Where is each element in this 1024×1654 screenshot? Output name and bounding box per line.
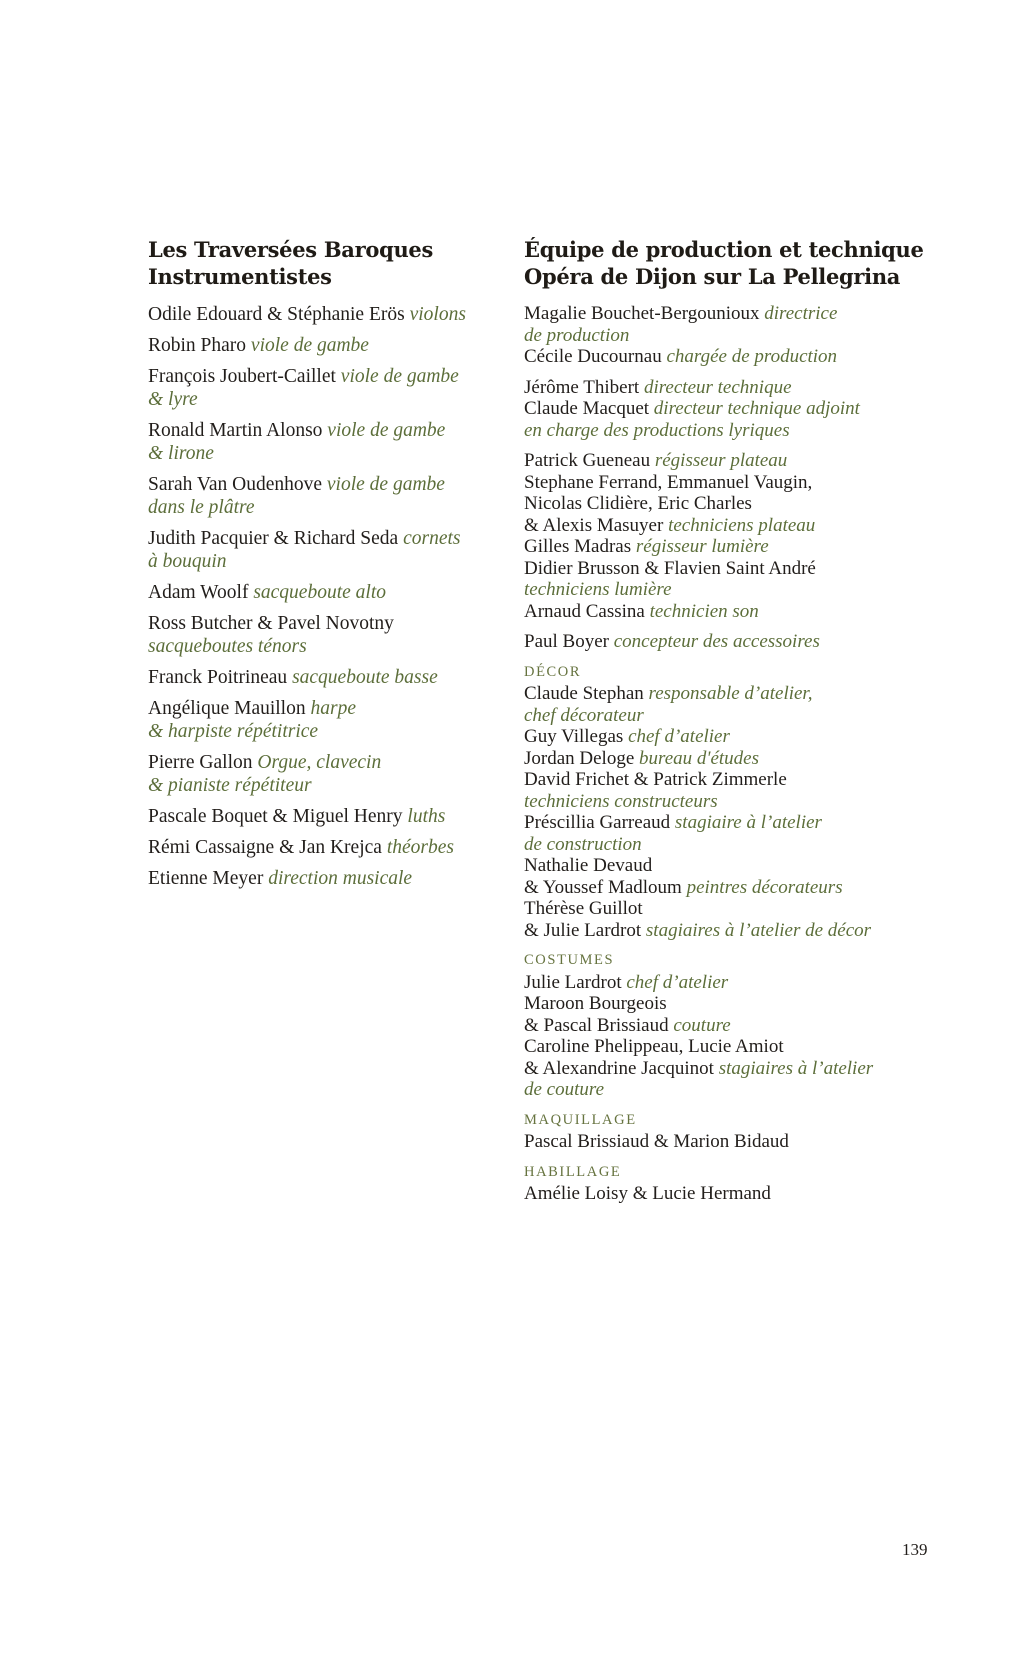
role-text: chef d’atelier: [628, 726, 730, 747]
person-name: Thérèse Guillot: [524, 898, 643, 919]
credit-line: [524, 791, 896, 813]
role-text: viole de gambe: [340, 366, 459, 387]
right-column-title-line-2: Opéra de Dijon sur La Pellegrina: [524, 264, 901, 289]
credit-group: [524, 303, 896, 368]
credit-line: [524, 558, 896, 580]
credit-line: [148, 365, 504, 388]
credit-line: [524, 398, 896, 420]
credit-group: [524, 1162, 896, 1205]
person-name: Robin Pharo: [148, 335, 251, 356]
role-text: viole de gambe: [326, 474, 445, 495]
role-text: dans le plâtre: [148, 497, 255, 518]
person-name: Maroon Bourgeois: [524, 993, 667, 1014]
person-name: Magalie Bouchet-Bergounioux: [524, 303, 765, 324]
person-name: Guy Villegas: [524, 726, 629, 747]
role-text: techniciens plateau: [668, 514, 816, 536]
credit-line: [524, 450, 896, 472]
role-text: de construction: [524, 833, 642, 855]
person-name: Préscillia Garreaud: [524, 812, 675, 833]
role-text: cornets: [403, 528, 461, 549]
role-text: concepteur des accessoires: [613, 631, 820, 652]
credit-line: [524, 855, 896, 877]
credit-line: [524, 346, 896, 368]
credit-line: [148, 419, 504, 442]
credit-group: [524, 377, 896, 442]
credit-line: [524, 303, 896, 325]
person-name: Claude Macquet: [524, 398, 654, 419]
role-text: régisseur lumière: [635, 536, 769, 557]
credit-line: [148, 635, 504, 658]
credit-line: [148, 388, 504, 411]
credit-line: [524, 812, 896, 834]
section-label: MAQUILLAGE: [524, 1111, 637, 1128]
role-text: sacqueboute basse: [292, 667, 438, 688]
role-text: viole de gambe: [327, 420, 446, 441]
role-text: directeur technique: [643, 376, 792, 398]
role-text: directeur technique adjoint: [653, 398, 860, 419]
credit-line: [148, 334, 504, 357]
person-name: Sarah Van Oudenhove: [148, 474, 327, 495]
credit-line: [524, 1058, 896, 1080]
credit-line: [524, 705, 896, 727]
role-text: & lyre: [148, 389, 198, 410]
person-name: Caroline Phelippeau, Lucie Amiot: [524, 1036, 784, 1057]
credit-line: [524, 834, 896, 856]
role-text: responsable d’atelier,: [648, 683, 813, 704]
person-name: Gilles Madras: [524, 536, 636, 557]
credit-line: [524, 993, 896, 1015]
credit-line: [148, 836, 504, 859]
credit-line: [524, 377, 896, 399]
person-name: & Youssef Madloum: [524, 876, 687, 898]
person-name: Adam Woolf: [148, 582, 254, 603]
person-name: Paul Boyer: [524, 631, 614, 652]
person-name: Odile Edouard & Stéphanie Erös: [148, 304, 410, 325]
role-text: bureau d'études: [639, 747, 760, 769]
person-name: & Alexandrine Jacquinot: [524, 1057, 719, 1079]
right-column-credits: [524, 303, 896, 1205]
role-text: technicien son: [649, 600, 759, 622]
person-name: & Alexis Masuyer: [524, 514, 669, 536]
credit-entry: [148, 527, 504, 573]
credit-line: [524, 726, 896, 748]
person-name: Ronald Martin Alonso: [148, 420, 328, 441]
credit-entry: [148, 867, 504, 890]
person-name: Etienne Meyer: [148, 868, 269, 889]
person-name: Julie Lardrot: [524, 971, 627, 993]
credit-line: [148, 612, 504, 635]
person-name: Jordan Deloge: [524, 747, 640, 769]
credit-line: [148, 303, 504, 326]
person-name: Nicolas Clidière, Eric Charles: [524, 493, 752, 514]
role-text: à bouquin: [148, 551, 227, 572]
credit-entry: [148, 697, 504, 743]
credit-line: [148, 720, 504, 743]
role-text: sacqueboute alto: [253, 582, 386, 603]
role-text: couture: [673, 1014, 731, 1036]
credit-line: [524, 420, 896, 442]
person-name: & Julie Lardrot: [524, 919, 646, 941]
credit-group: [524, 1110, 896, 1153]
credit-entry: [148, 836, 504, 859]
person-name: Rémi Cassaigne & Jan Krejca: [148, 837, 387, 858]
person-name: Angélique Mauillon: [148, 698, 311, 719]
credit-line: [148, 867, 504, 890]
credit-line: [148, 697, 504, 720]
person-name: David Frichet & Patrick Zimmerle: [524, 769, 787, 790]
credit-line: [148, 774, 504, 797]
role-text: chef d’atelier: [626, 971, 729, 993]
role-text: stagiaires à l’atelier de décor: [645, 919, 872, 941]
role-text: violons: [409, 304, 466, 325]
credit-line: [524, 972, 896, 994]
role-text: luths: [407, 806, 446, 827]
credit-line: [148, 442, 504, 465]
credit-line: [148, 473, 504, 496]
role-text: harpe: [310, 698, 356, 719]
person-name: Cécile Ducournau: [524, 346, 667, 367]
role-text: chargée de production: [666, 346, 838, 367]
page-number: 139: [902, 1540, 928, 1559]
credit-line: [524, 683, 896, 705]
credit-line: [524, 1131, 896, 1153]
credit-group: [524, 450, 896, 622]
credit-line: [524, 877, 896, 899]
person-name: François Joubert-Caillet: [148, 366, 341, 387]
role-text: théorbes: [386, 837, 454, 858]
role-text: direction musicale: [268, 868, 413, 889]
right-column-title: [524, 236, 924, 290]
person-name: Pierre Gallon: [148, 752, 258, 773]
role-text: stagiaires à l’atelier: [718, 1057, 874, 1079]
role-text: & lirone: [148, 443, 214, 464]
role-text: techniciens lumière: [524, 579, 672, 600]
credit-entry: [148, 805, 504, 828]
person-name: & Pascal Brissiaud: [524, 1014, 674, 1036]
credit-entry: [148, 581, 504, 604]
role-text: en charge des productions lyriques: [524, 419, 790, 441]
credit-line: [148, 751, 504, 774]
credit-line: [524, 493, 896, 515]
section-label: COSTUMES: [524, 952, 615, 968]
person-name: Jérôme Thibert: [524, 376, 644, 398]
person-name: Stephane Ferrand, Emmanuel Vaugin,: [524, 471, 813, 493]
credit-line: [524, 748, 896, 770]
credit-line: [524, 1036, 896, 1058]
credit-line: [524, 769, 896, 791]
credit-line: [524, 631, 896, 653]
role-text: directrice: [764, 303, 838, 324]
credit-line: [524, 472, 896, 494]
role-text: peintres décorateurs: [686, 876, 843, 898]
role-text: stagiaire à l’atelier: [674, 812, 822, 833]
credit-entry: [148, 303, 504, 326]
person-name: Patrick Gueneau: [524, 450, 655, 471]
credit-entry: [148, 612, 504, 658]
person-name: Ross Butcher & Pavel Novotny: [148, 613, 394, 634]
credit-entry: [148, 334, 504, 357]
role-text: techniciens constructeurs: [524, 790, 718, 812]
credit-line: [524, 601, 896, 623]
section-label: DÉCOR: [524, 663, 582, 680]
person-name: Judith Pacquier & Richard Seda: [148, 528, 404, 549]
credit-line: [148, 581, 504, 604]
role-text: viole de gambe: [250, 335, 369, 356]
role-text: & pianiste répétiteur: [148, 775, 312, 796]
person-name: Arnaud Cassina: [524, 600, 650, 622]
credit-line: [524, 898, 896, 920]
credit-line: [524, 920, 896, 942]
credit-line: [524, 1079, 896, 1101]
credit-line: [148, 527, 504, 550]
left-column: [148, 236, 504, 898]
credit-line: [524, 579, 896, 601]
left-column-title-line-2: Instrumentistes: [148, 264, 332, 289]
credit-line: [524, 1015, 896, 1037]
credit-group: [524, 662, 896, 942]
role-text: régisseur plateau: [654, 450, 788, 471]
role-text: de couture: [524, 1079, 605, 1100]
credit-line: [148, 550, 504, 573]
credit-entry: [148, 666, 504, 689]
credit-line: [148, 805, 504, 828]
credit-group: [524, 631, 896, 653]
section-label: HABILLAGE: [524, 1163, 622, 1180]
credit-entry: [148, 365, 504, 411]
credit-entry: [148, 751, 504, 797]
role-text: de production: [524, 324, 630, 346]
credit-line: [524, 515, 896, 537]
person-name: Nathalie Devaud: [524, 855, 653, 876]
right-column: [524, 236, 924, 1214]
person-name: Franck Poitrineau: [148, 667, 293, 688]
credit-entry: [148, 419, 504, 465]
left-column-credits: [148, 303, 504, 890]
credit-line: [148, 666, 504, 689]
credit-line: [524, 325, 896, 347]
person-name: Pascal Brissiaud & Marion Bidaud: [524, 1131, 789, 1152]
credit-line: [524, 1183, 896, 1205]
credit-line: [524, 536, 896, 558]
person-name: Claude Stephan: [524, 683, 649, 704]
person-name: Pascale Boquet & Miguel Henry: [148, 806, 408, 827]
right-column-title-line-1: Équipe de production et technique: [524, 237, 924, 262]
credit-entry: [148, 473, 504, 519]
role-text: Orgue, clavecin: [257, 752, 382, 773]
credit-line: [148, 496, 504, 519]
person-name: Amélie Loisy & Lucie Hermand: [524, 1183, 771, 1204]
left-column-title: [148, 236, 504, 290]
credit-group: [524, 950, 896, 1101]
role-text: sacqueboutes ténors: [148, 636, 307, 657]
role-text: & harpiste répétitrice: [148, 721, 319, 742]
person-name: Didier Brusson & Flavien Saint André: [524, 557, 816, 579]
role-text: chef décorateur: [524, 704, 644, 726]
left-column-title-line-1: Les Traversées Baroques: [148, 237, 433, 262]
